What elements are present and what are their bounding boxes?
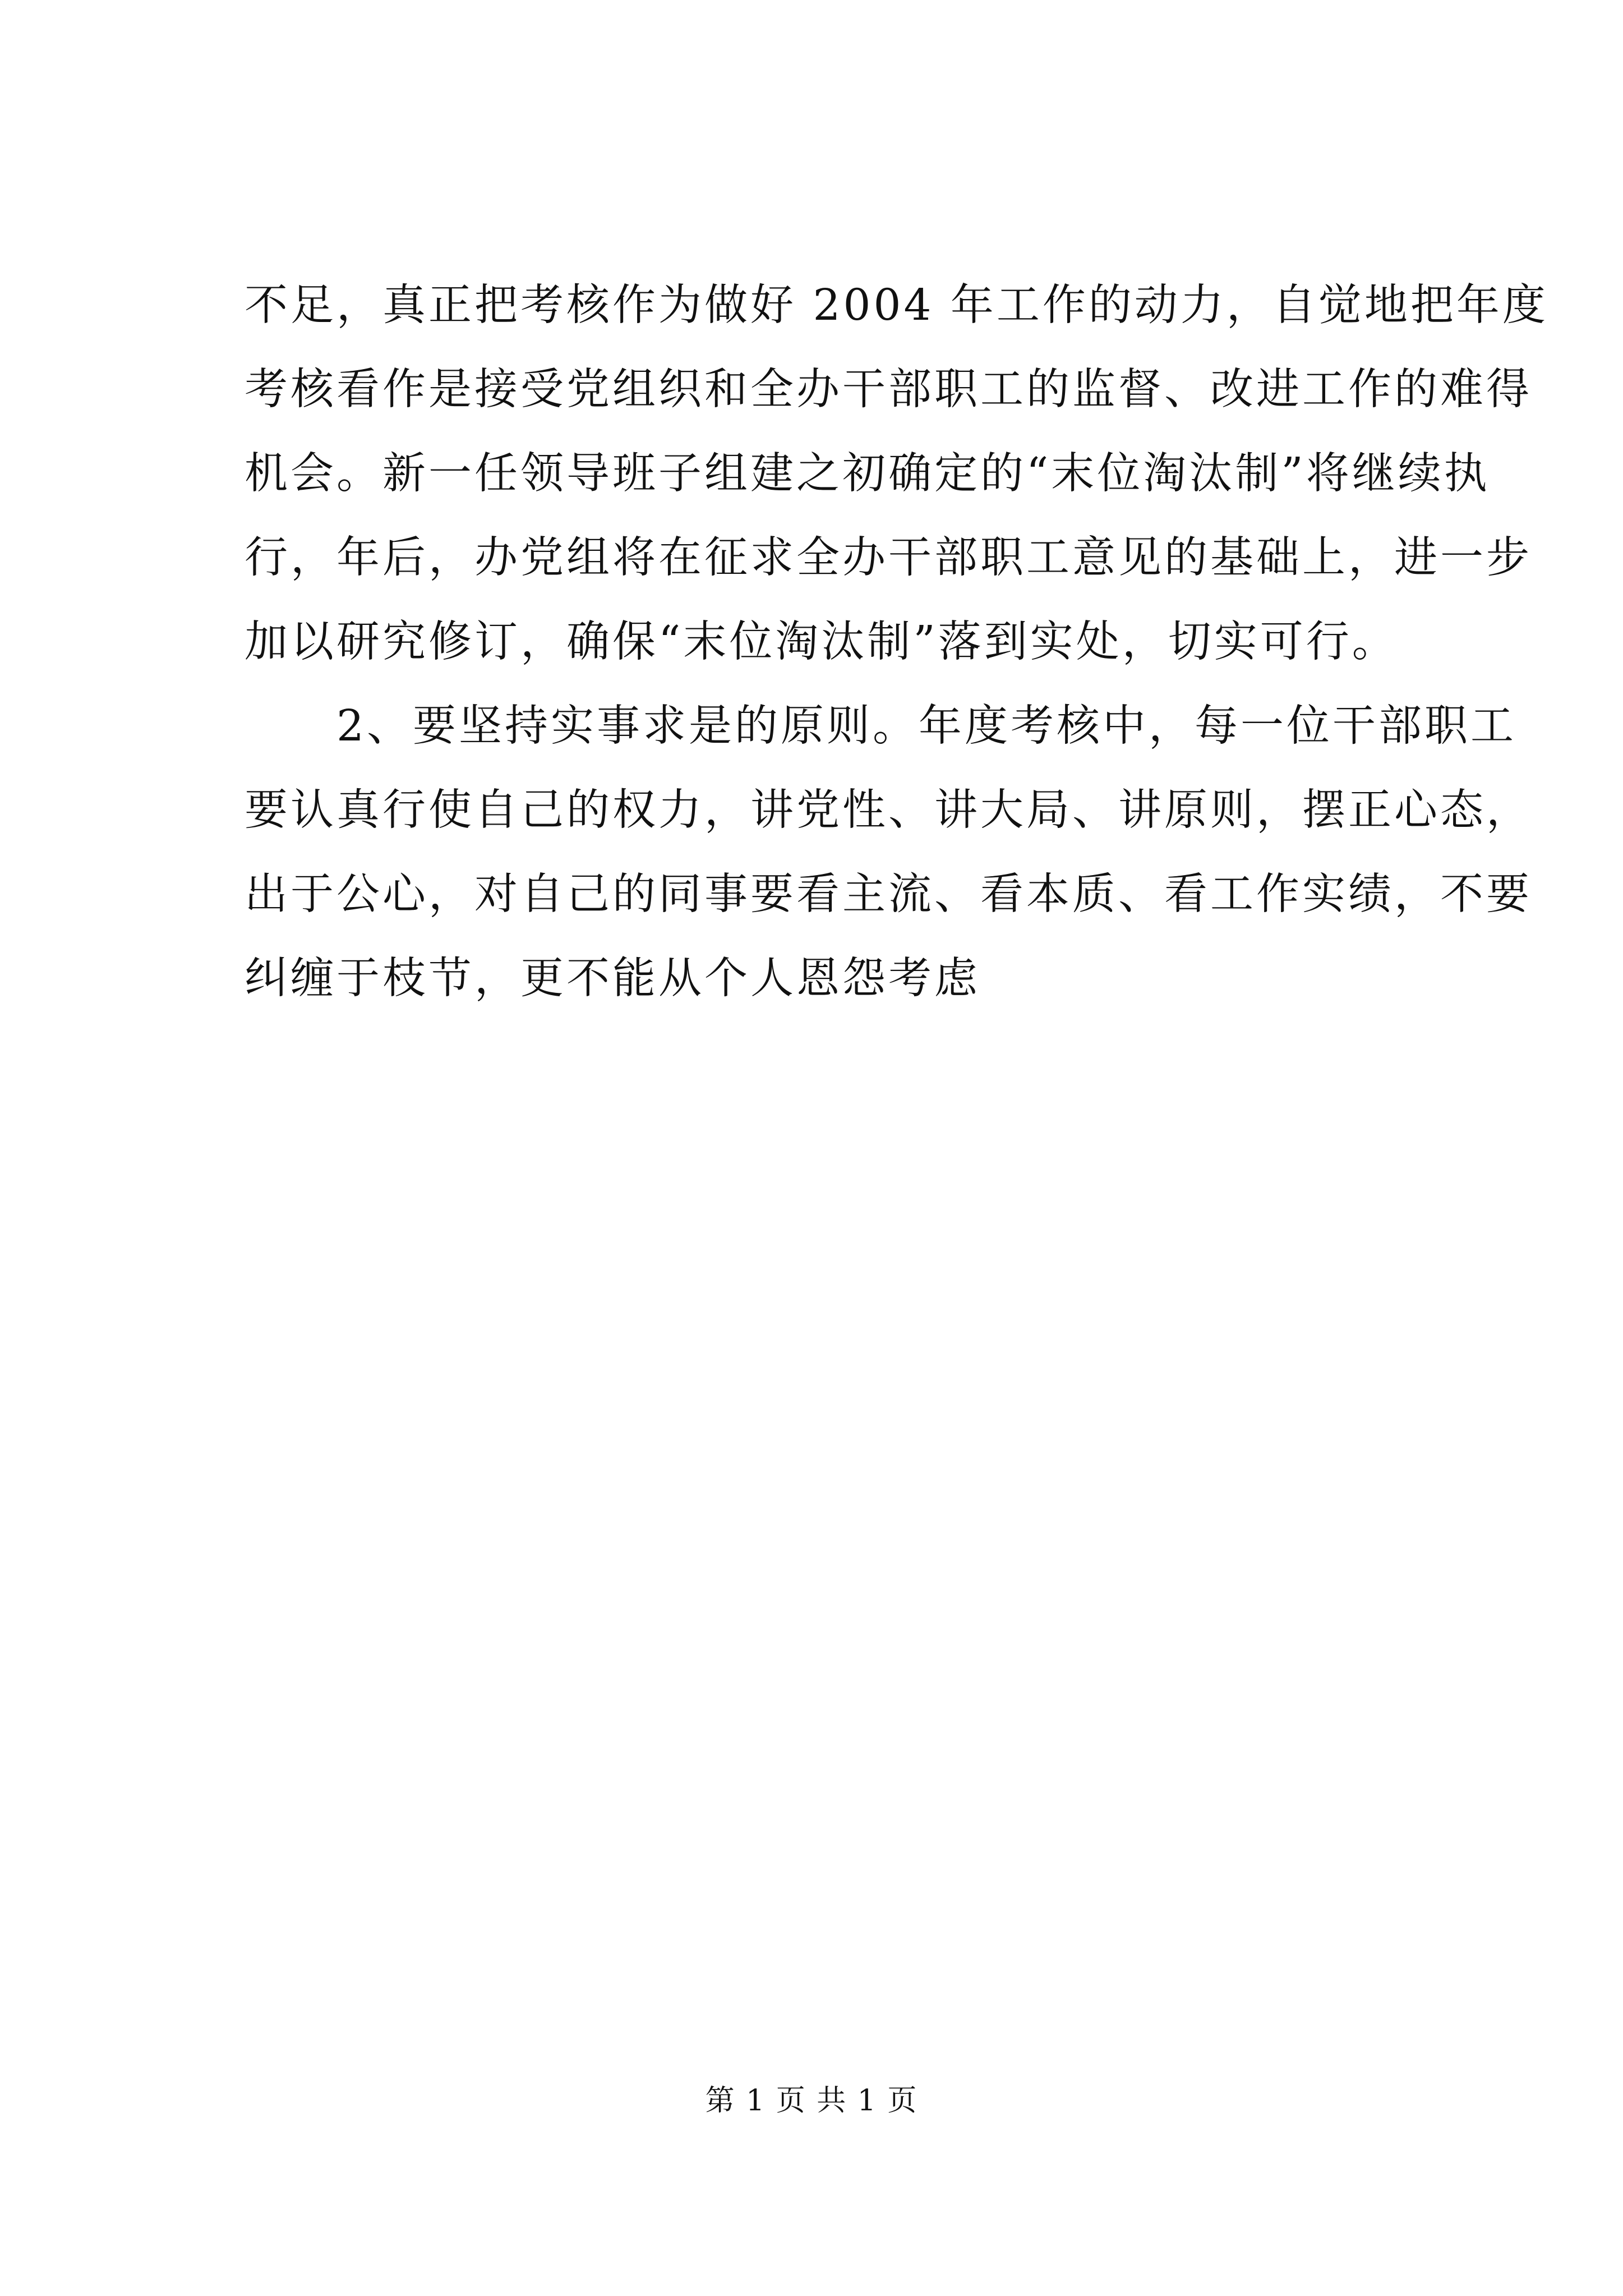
text-line-4: 行，年后，办党组将在征求全办干部职工意见的基础上，进一步 bbox=[245, 533, 1532, 583]
text-line-1: 不足，真正把考核作为做好 2004 年工作的动力，自觉地把年度 bbox=[245, 280, 1548, 330]
text-line-8: 出于公心，对自己的同事要看主流、看本质、看工作实绩，不要 bbox=[245, 869, 1532, 919]
text-line-6: 2、要坚持实事求是的原则。年度考核中，每一位干部职工 bbox=[245, 701, 1516, 751]
text-line-3: 机会。新一任领导班子组建之初确定的“末位淘汰制”将继续执 bbox=[245, 449, 1490, 499]
text-line-9: 纠缠于枝节，更不能从个人恩怨考虑 bbox=[245, 954, 980, 1004]
document-body bbox=[245, 264, 1548, 1021]
text-line-5: 加以研究修订，确保“末位淘汰制”落到实处，切实可行。 bbox=[245, 617, 1398, 667]
text-line-7: 要认真行使自己的权力，讲党性、讲大局、讲原则，摆正心态， bbox=[245, 785, 1532, 835]
text-line-2: 考核看作是接受党组织和全办干部职工的监督、改进工作的难得 bbox=[245, 365, 1532, 415]
page-footer: 第 1 页 共 1 页 bbox=[705, 2084, 918, 2118]
